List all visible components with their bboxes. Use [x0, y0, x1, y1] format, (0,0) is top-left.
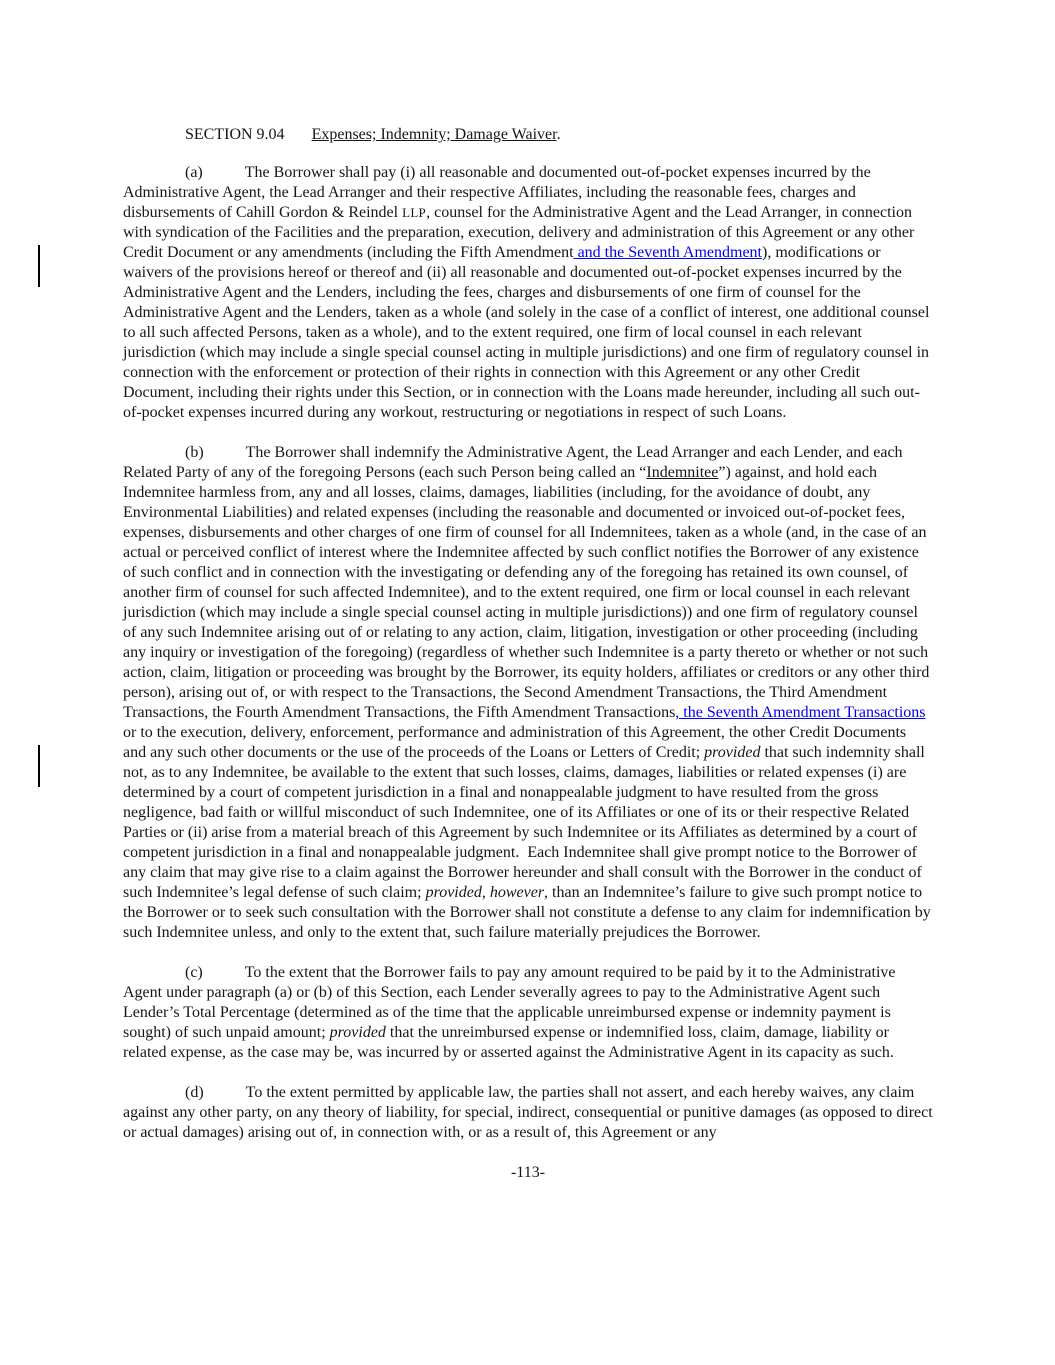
text-run: ”) against, and hold each Indemnitee harmless from, any and all losses, claims, damages, liabilities (including, for the avoidance of doubt, any Environmental Liabilities) and related expenses (including the reasonable and documented or invoiced out-of-pocket fees, expenses, disbursements and other charges of one firm of counsel for all Indemnitees, taken as a whole (and, in the case of an actual or perceived conflict of interest where the Indemnitee affected by such conflict notifies the Borrower of any existence of such conflict and in connection with the investigating or defending any of the foregoing has retained its own counsel, of another firm of counsel for such affected Indemnitee), and to the extent required, one firm or local counsel in each relevant jurisdiction (which may include a single special counsel acting in multiple jurisdictions)) and one firm of regulatory counsel of any such Indemnitee arising out of or relating to any action, claim, litigation, investigation or other proceeding (including any inquiry or investigation of the foregoing) (regardless of whether such Indemnitee is a party thereto or whether or not such action, claim, litigation or proceeding was brought by the Borrower, its equity holders, affiliates or creditors or any other third person), arising out of, or with respect to the Transactions, the Second Amendment Transactions, the Third Amendment Transactions, the Fourth Amendment Transactions, the Fifth Amendment Transactions — [123, 464, 930, 721]
text-run: however — [489, 884, 545, 901]
text-run: or to the execution, delivery, enforcement, performance and administration of this Agreement, the other Credit Documents and any such other documents or the use of the proceeds of the Loans or Letters of Credit; — [123, 724, 907, 761]
paragraph-d — [123, 1083, 933, 1143]
section-title: Expenses; Indemnity; Damage Waiver — [311, 126, 557, 143]
paragraph-b — [123, 443, 933, 943]
text-run: provided — [425, 884, 482, 901]
section-number: SECTION 9.04 — [185, 126, 285, 143]
text-run: (d) — [185, 1084, 204, 1101]
text-run: The Borrower shall indemnify the Administrative Agent, the Lead Arranger and each Lender, and each Related Party of any of the foregoing Persons (each such Person being called an “ — [123, 444, 903, 481]
text-run: provided — [704, 744, 761, 761]
text-run: (c) — [185, 964, 203, 981]
text-run: The Borrower shall pay (i) all reasonable and documented out-of-pocket expenses incurred by the Administrative Agent, the Lead Arranger and their respective Affiliates, including the reasonable fees, charges and disbursements of Cahill Gordon & Reindel — [123, 164, 871, 221]
text-run: (b) — [185, 444, 204, 461]
text-run: To the extent that the Borrower fails to pay any amount required to be paid by it to the Administrative Agent under paragraph (a) or (b) of this Section, each Lender severally agrees to pay to the Administrative Agent such Lender’s Total Percentage (determined as of the time that the applicable unreimbursed expense or indemnity payment is sought) of such unpaid amount; — [123, 964, 896, 1041]
text-run: that the unreimbursed expense or indemnified loss, claim, damage, liability or related expense, as the case may be, was incurred by or asserted against the Administrative Agent in its capacity as such. — [123, 1024, 894, 1061]
text-run: , than an Indemnitee’s failure to give such prompt notice to the Borrower or to seek such consultation with the Borrower shall not constitute a defense to any claim for indemnification by such Indemnitee unless, and only to the extent that, such failure materially prejudices the Borrower. — [123, 884, 931, 941]
text-run: , — [481, 884, 490, 901]
text-run: (a) — [185, 164, 203, 181]
text-run: ), modifications or waivers of the provisions hereof or thereof and (ii) all reasonable and documented out-of-pocket expenses incurred by the Administrative Agent and the Lenders, including the fees, charges and disbursements of one firm of counsel for the Administrative Agent and the Lenders, taken as a whole (and solely in the case of a conflict of interest, one additional counsel to all such affected Persons, taken as a whole), and to the extent required, one firm of local counsel in each relevant jurisdiction (which may include a single special counsel acting in multiple jurisdictions) and one firm of regulatory counsel in connection with the enforcement or protection of their rights in connection with this Agreement or any other Credit Document, including their rights under this Section, or in connection with the Loans made hereunder, including all such out-of-pocket expenses incurred during any workout, restructuring or negotiations in respect of such Loans. — [123, 244, 930, 421]
document-content — [123, 125, 933, 1183]
text-run: Indemnitee — [646, 464, 719, 481]
inserted-text-run: and the Seventh Amendment — [573, 244, 762, 261]
inserted-text-run: , the Seventh Amendment Transactions — [675, 704, 926, 721]
text-run: To the extent permitted by applicable law, the parties shall not assert, and each hereby waives, any claim against any other party, on any theory of liability, for special, indirect, consequential or punitive damages (as opposed to direct or actual damages) arising out of, in connection with, or as a result of, this Agreement or any — [123, 1084, 933, 1141]
revision-change-bar-1 — [38, 245, 40, 287]
paragraph-c — [123, 963, 933, 1063]
section-title-period: . — [556, 126, 561, 143]
text-run: provided — [329, 1024, 386, 1041]
text-run: , counsel for the Administrative Agent and the Lead Arranger, in connection with syndication of the Facilities and the preparation, execution, delivery and administration of this Agreement or any other Credit Document or any amendments (including the Fifth Amendment — [123, 204, 915, 261]
text-run: LLP — [402, 205, 427, 220]
text-run: that such indemnity shall not, as to any Indemnitee, be available to the extent that such losses, claims, damages, liabilities or related expenses (i) are determined by a court of competent jurisdiction in a final and nonappealable judgment to have resulted from the gross negligence, bad faith or willful misconduct of such Indemnitee, one of its Affiliates or one of its or their respective Related Parties or (ii) arise from a material breach of this Agreement by such Indemnitee or its Affiliates as determined by a court of competent jurisdiction in a final and nonappealable judgment. Each Indemnitee shall give prompt notice to the Borrower of any claim that may give rise to a claim against the Borrower hereunder and shall consult with the Borrower in the conduct of such Indemnitee’s legal defense of such claim; — [123, 744, 925, 901]
section-heading — [123, 125, 933, 145]
revision-change-bar-2 — [38, 745, 40, 787]
page-number: -113- — [510, 1164, 546, 1181]
paragraph-a — [123, 163, 933, 423]
